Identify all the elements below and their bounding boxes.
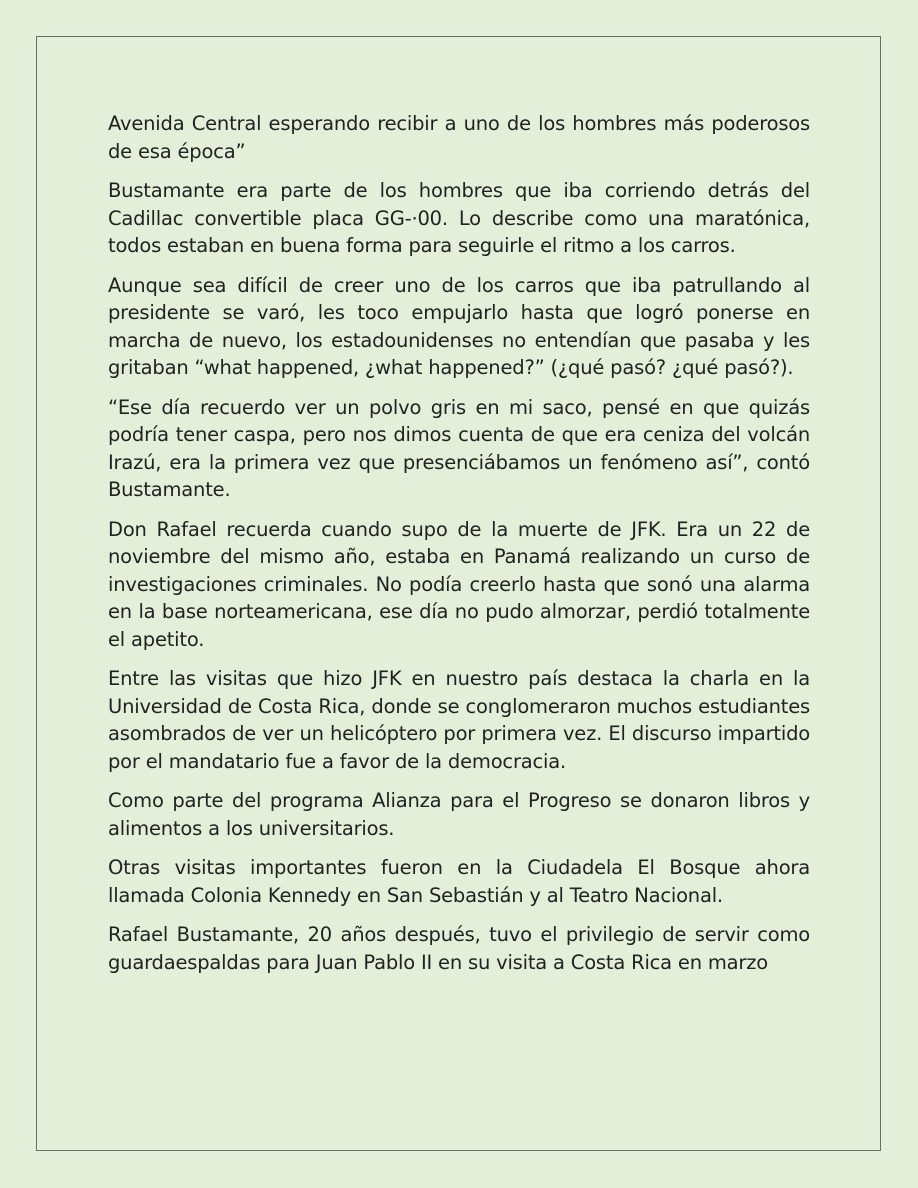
paragraph-4: “Ese día recuerdo ver un polvo gris en mi saco, pensé en que quizás podría tener caspa, pero nos dimos cuenta de que era ceniza del volcán Irazú, era la primera vez que presenciábamos un fenómeno así”, contó Bustamante. — [108, 395, 810, 501]
paragraph-1: Avenida Central esperando recibir a uno de los hombres más poderosos de esa época” — [108, 112, 810, 163]
paragraph-3: Aunque sea difícil de creer uno de los carros que iba patrullando al presidente se varó, les toco empujarlo hasta que logró ponerse en marcha de nuevo, los estadounidenses no entendían que pasaba y les gritaban “what happened, ¿what happened?” (¿qué pasó? ¿qué pasó?). — [108, 273, 810, 379]
document-body — [108, 110, 810, 988]
paragraph-9: Rafael Bustamante, 20 años después, tuvo el privilegio de servir como guardaespaldas para Juan Pablo II en su visita a Costa Rica en marzo — [108, 923, 810, 974]
paragraph-6: Entre las visitas que hizo JFK en nuestro país destaca la charla en la Universidad de Costa Rica, donde se conglomeraron muchos estudiantes asombrados de ver un helicóptero por primera vez. El discurso impartido por el mandatario fue a favor de la democracia. — [108, 667, 810, 773]
paragraph-7: Como parte del programa Alianza para el Progreso se donaron libros y alimentos a los universitarios. — [108, 789, 810, 840]
paragraph-2: Bustamante era parte de los hombres que iba corriendo detrás del Cadillac convertible placa GG-·00. Lo describe como una maratónica, todos estaban en buena forma para seguirle el ritmo a los carros. — [108, 179, 810, 257]
paragraph-8: Otras visitas importantes fueron en la Ciudadela El Bosque ahora llamada Colonia Kennedy en San Sebastián y al Teatro Nacional. — [108, 856, 810, 907]
paragraph-5: Don Rafael recuerda cuando supo de la muerte de JFK. Era un 22 de noviembre del mismo año, estaba en Panamá realizando un curso de investigaciones criminales. No podía creerlo hasta que sonó una alarma en la base norteamericana, ese día no pudo almorzar, perdió totalmente el apetito. — [108, 517, 810, 651]
